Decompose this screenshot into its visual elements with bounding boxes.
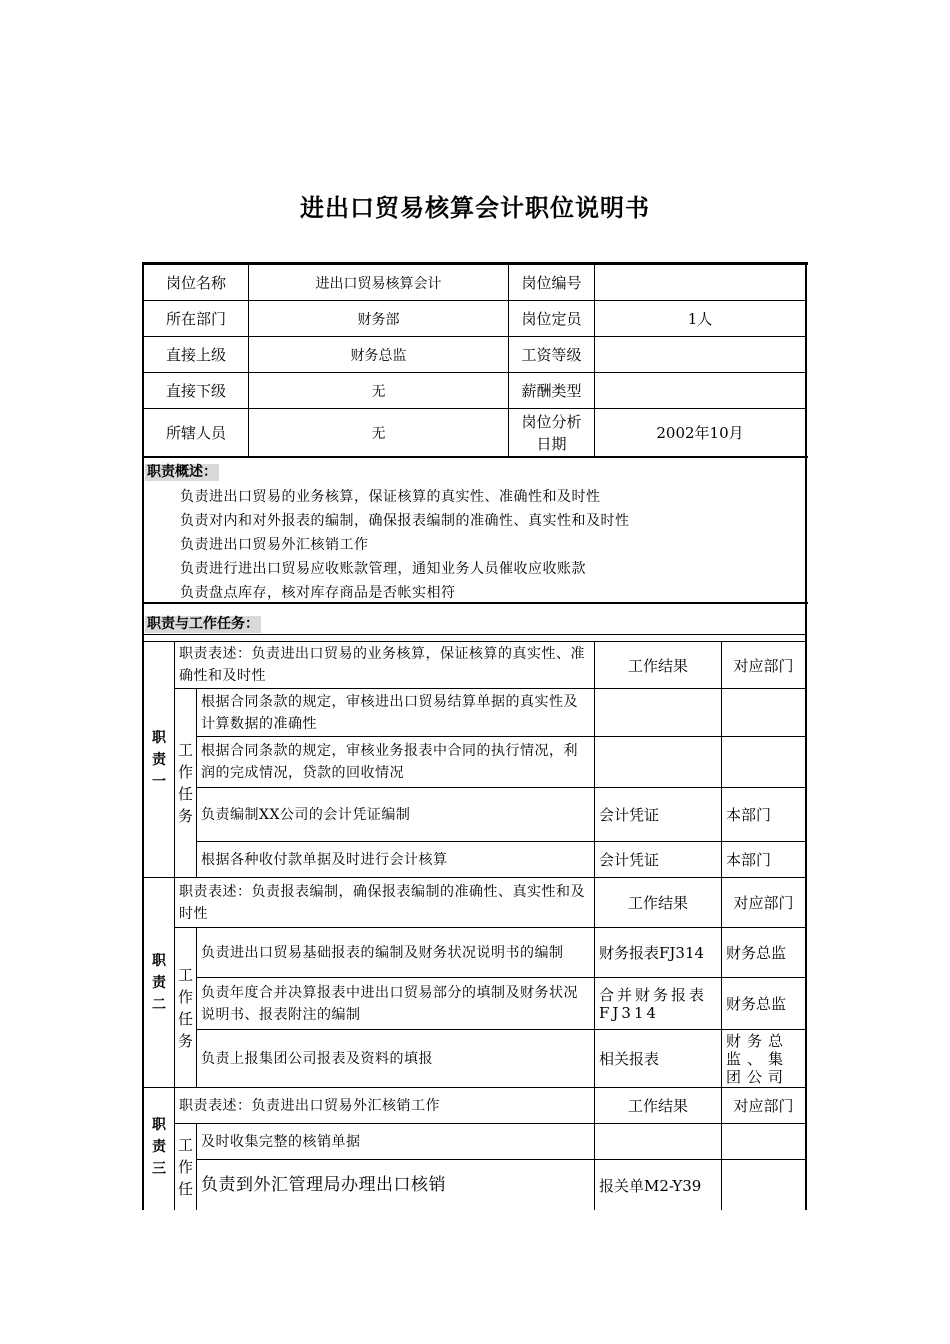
task-result [595, 689, 722, 737]
task-text: 根据合同条款的规定，审核业务报表中合同的执行情况，利润的完成情况，贷款的回收情况 [197, 737, 595, 788]
label-pay-type: 薪酬类型 [509, 373, 595, 409]
duty-statement-3: 职责表述：负责进出口贸易外汇核销工作 [175, 1088, 595, 1124]
task-dept: 财务总监 [722, 928, 805, 978]
task-dept [722, 737, 805, 788]
task-result: 报关单M2-Y39 [595, 1160, 722, 1210]
duty-statement-1: 职责表述：负责进出口贸易的业务核算，保证核算的真实性、准确性和及时性 [175, 641, 595, 689]
task-result [595, 1124, 722, 1160]
dept-header: 对应部门 [722, 1088, 805, 1124]
overview-item: 负责盘点库存，核对库存商品是否帐实相符 [180, 585, 456, 601]
value-salary-grade [595, 337, 805, 373]
task-dept [722, 1160, 805, 1210]
task-result: 会计凭证 [595, 788, 722, 842]
task-dept: 财务总监 [722, 978, 805, 1030]
task-text: 负责到外汇管理局办理出口核销 [197, 1160, 595, 1210]
task-dept [722, 689, 805, 737]
task-label-2: 工 作 任 务 [175, 928, 197, 1088]
task-text: 负责年度合并决算报表中进出口贸易部分的填制及财务状况说明书、报表附注的编制 [197, 978, 595, 1030]
duty-label-2: 职 责 二 [144, 878, 175, 1088]
task-dept: 本部门 [722, 788, 805, 842]
duty-label-1: 职 责 一 [144, 641, 175, 878]
overview-heading: 职责概述： [147, 464, 217, 480]
task-dept [722, 1124, 805, 1160]
label-analysis-date-line2: 日期 [536, 434, 567, 453]
label-salary-grade: 工资等级 [509, 337, 595, 373]
value-subordinate: 无 [249, 373, 509, 409]
duty-statement-2: 职责表述：负责报表编制，确保报表编制的准确性、真实性和及时性 [175, 878, 595, 928]
task-label-3: 工 作 任 [175, 1124, 197, 1210]
result-header: 工作结果 [595, 641, 722, 689]
overview-item: 负责对内和对外报表的编制，确保报表编制的准确性、真实性和及时性 [180, 513, 630, 529]
label-position-name: 岗位名称 [144, 265, 249, 301]
task-text: 负责上报集团公司报表及资料的填报 [197, 1030, 595, 1088]
value-position-name: 进出口贸易核算会计 [249, 265, 509, 301]
value-headcount: 1人 [595, 301, 805, 337]
result-header: 工作结果 [595, 878, 722, 928]
task-text: 负责编制XX公司的会计凭证编制 [197, 788, 595, 842]
overview-item: 负责进行进出口贸易应收账款管理，通知业务人员催收应收账款 [180, 561, 586, 577]
task-result: 相关报表 [595, 1030, 722, 1088]
dept-header: 对应部门 [722, 641, 805, 689]
label-staff: 所辖人员 [144, 409, 249, 456]
value-pay-type [595, 373, 805, 409]
task-result: 合并财务报表FJ314 [595, 978, 722, 1030]
result-header: 工作结果 [595, 1088, 722, 1124]
task-text: 根据合同条款的规定，审核进出口贸易结算单据的真实性及计算数据的准确性 [197, 689, 595, 737]
label-supervisor: 直接上级 [144, 337, 249, 373]
task-label-1: 工 作 任 务 [175, 689, 197, 878]
duties-heading: 职责与工作任务： [147, 616, 259, 632]
value-department: 财务部 [249, 301, 509, 337]
label-subordinate: 直接下级 [144, 373, 249, 409]
page-title: 进出口贸易核算会计职位说明书 [300, 194, 650, 222]
task-result [595, 737, 722, 788]
overview-item: 负责进出口贸易的业务核算，保证核算的真实性、准确性和及时性 [180, 489, 601, 505]
value-supervisor: 财务总监 [249, 337, 509, 373]
dept-header: 对应部门 [722, 878, 805, 928]
label-headcount: 岗位定员 [509, 301, 595, 337]
duty-label-3: 职 责 三 [144, 1088, 175, 1210]
label-analysis-date [509, 409, 595, 456]
label-analysis-date-line1: 岗位分析 [521, 412, 582, 431]
task-text: 根据各种收付款单据及时进行会计核算 [197, 842, 595, 878]
task-result: 财务报表FJ314 [595, 928, 722, 978]
overview-item: 负责进出口贸易外汇核销工作 [180, 537, 369, 553]
label-position-id: 岗位编号 [509, 265, 595, 301]
value-staff: 无 [249, 409, 509, 456]
task-result: 会计凭证 [595, 842, 722, 878]
task-dept: 本部门 [722, 842, 805, 878]
value-analysis-date: 2002年10月 [656, 424, 744, 442]
divider [144, 634, 805, 635]
task-text: 负责进出口贸易基础报表的编制及财务状况说明书的编制 [197, 928, 595, 978]
value-position-id [595, 265, 805, 301]
task-dept: 财务总监、集团公司 [722, 1030, 805, 1088]
task-text: 及时收集完整的核销单据 [197, 1124, 595, 1160]
label-department: 所在部门 [144, 301, 249, 337]
